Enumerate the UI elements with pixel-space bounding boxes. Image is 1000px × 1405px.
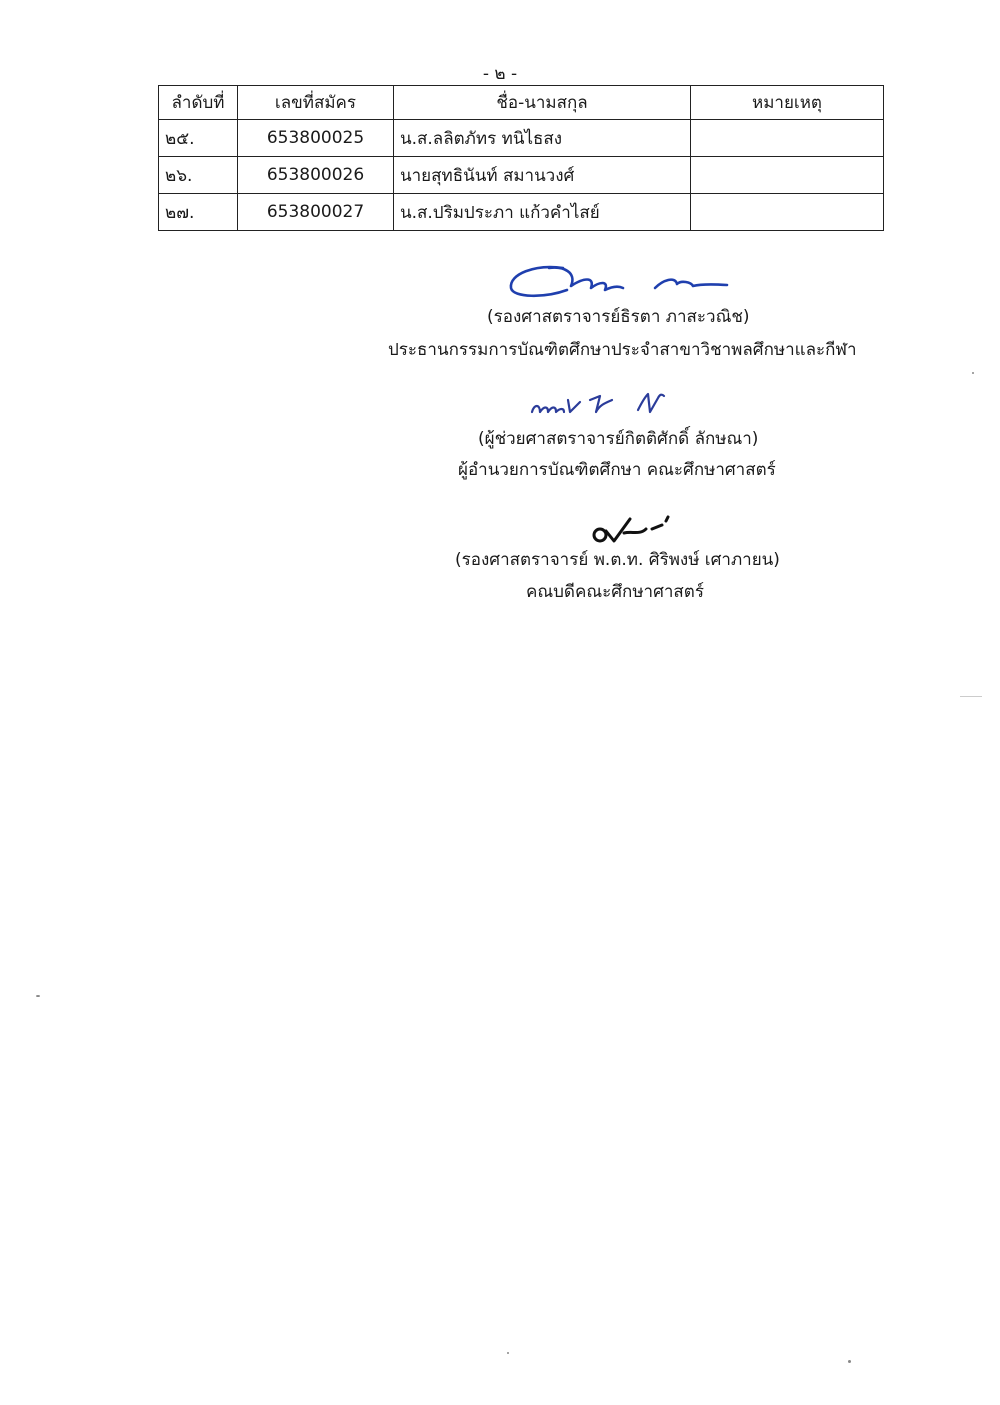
row-application-no: 653800025 <box>238 120 394 157</box>
row-remarks <box>691 120 884 157</box>
scan-speck <box>36 995 40 997</box>
scan-speck <box>507 1352 509 1354</box>
table-row <box>159 194 884 231</box>
table-row <box>159 120 884 157</box>
row-full-name: น.ส.ลลิตภัทร ทนิไธสง <box>394 120 691 157</box>
row-order: ๒๕. <box>159 120 238 157</box>
row-full-name: นายสุทธินันท์ สมานวงศ์ <box>394 157 691 194</box>
signature-2-icon <box>530 390 670 420</box>
header-full-name: ชื่อ-นามสกุล <box>394 86 691 120</box>
signatory-2-name: (ผู้ช่วยศาสตราจารย์กิตติศักดิ์ ลักษณา) <box>478 429 759 449</box>
table-row <box>159 157 884 194</box>
header-application-no: เลขที่สมัคร <box>238 86 394 120</box>
header-order: ลำดับที่ <box>159 86 238 120</box>
signatory-1-title: ประธานกรรมการบัณฑิตศึกษาประจำสาขาวิชาพลศึกษาและกีฬา <box>388 340 857 360</box>
signatory-1-name: (รองศาสตราจารย์ธิรตา ภาสะวณิช) <box>487 307 750 327</box>
signature-1-icon <box>505 258 735 304</box>
row-order: ๒๖. <box>159 157 238 194</box>
signatory-3-title: คณบดีคณะศึกษาศาสตร์ <box>526 582 704 602</box>
row-application-no: 653800026 <box>238 157 394 194</box>
signatory-3-name: (รองศาสตราจารย์ พ.ต.ท. ศิริพงษ์ เศาภายน) <box>455 550 780 570</box>
scan-speck <box>960 696 982 697</box>
scan-speck <box>972 372 974 374</box>
row-remarks <box>691 157 884 194</box>
header-remarks: หมายเหตุ <box>691 86 884 120</box>
page-number: - ๒ - <box>482 64 518 84</box>
row-order: ๒๗. <box>159 194 238 231</box>
signatory-2-title: ผู้อำนวยการบัณฑิตศึกษา คณะศึกษาศาสตร์ <box>458 460 776 480</box>
row-full-name: น.ส.ปริมประภา แก้วคำไสย์ <box>394 194 691 231</box>
signature-3-icon <box>588 513 678 549</box>
table-header-row <box>159 86 884 120</box>
scan-speck <box>848 1360 851 1363</box>
row-application-no: 653800027 <box>238 194 394 231</box>
applicant-table <box>158 85 884 231</box>
row-remarks <box>691 194 884 231</box>
